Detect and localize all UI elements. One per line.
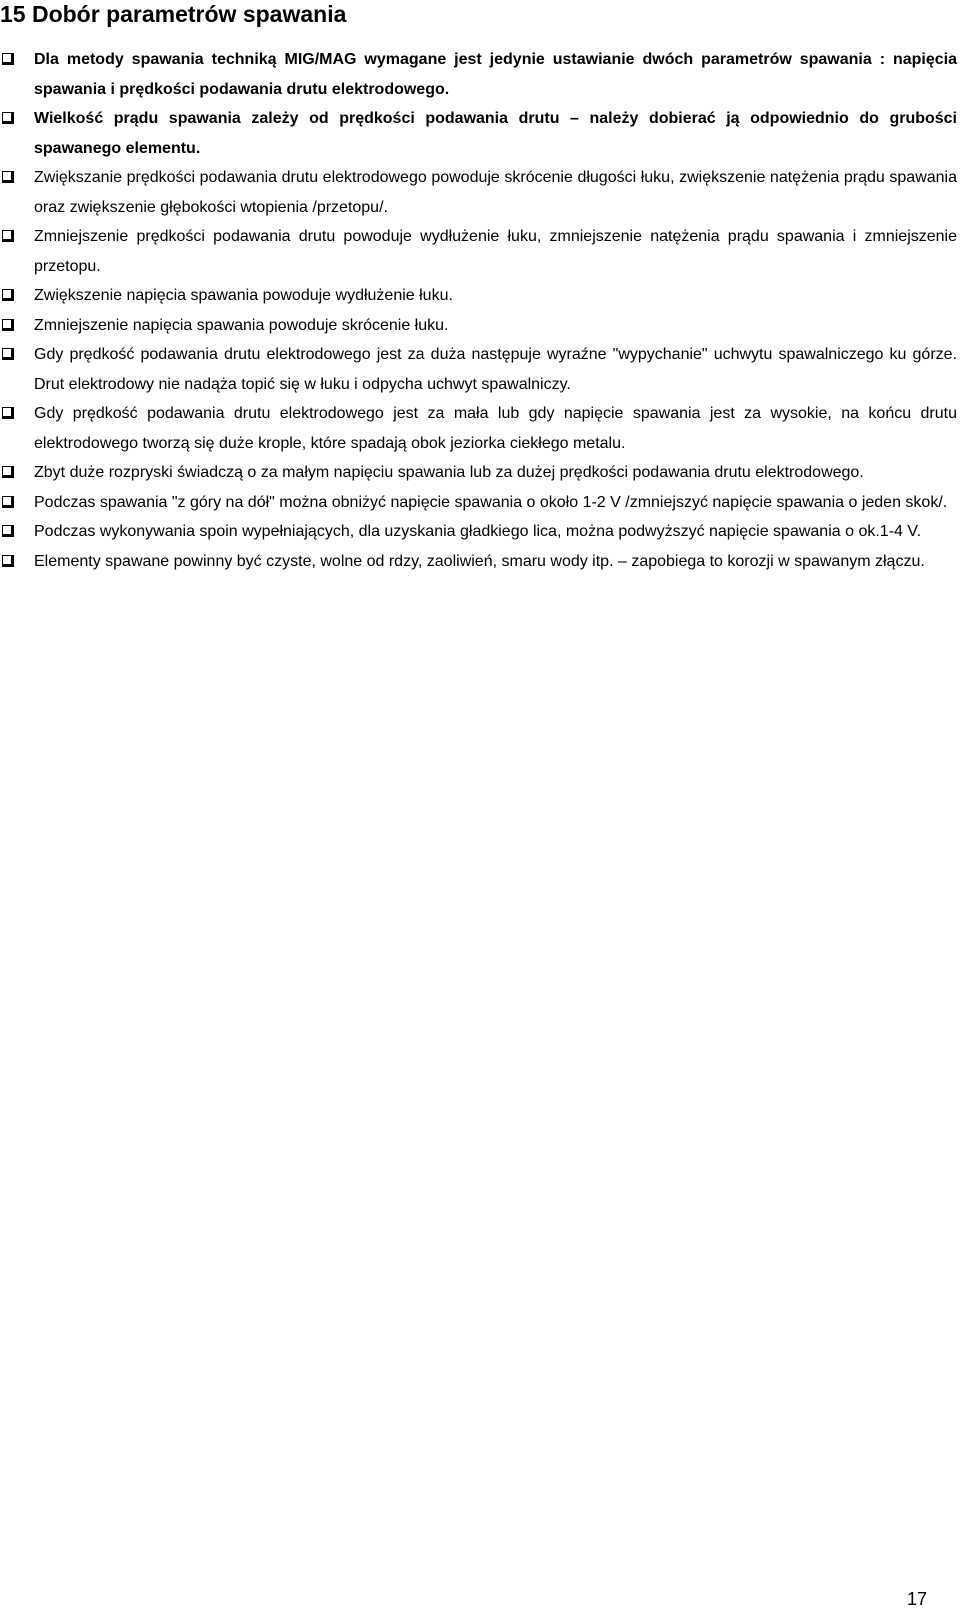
list-item [0,45,957,104]
list-item-text: Podczas wykonywania spoin wypełniających, dla uzyskania gładkiego lica, można podwyższyć napięcie spawania o ok.1-4 V. [34,523,922,540]
list-item [0,222,957,281]
checkbox-bullet-icon [2,496,14,508]
list-item [0,104,957,163]
checkbox-bullet-icon [2,53,14,65]
list-item [0,458,957,488]
checkbox-bullet-icon [2,112,14,124]
list-item [0,547,957,577]
list-item [0,517,957,547]
list-item [0,340,957,399]
list-item-text: Gdy prędkość podawania drutu elektrodowego jest za mała lub gdy napięcie spawania jest za wysokie, na końcu drutu elektrodowego tworzą się duże krople, które spadają obok jeziorka ciekłego metalu. [34,405,957,452]
list-item [0,281,957,311]
list-item-text: Zbyt duże rozpryski świadczą o za małym napięciu spawania lub za dużej prędkości podawania drutu elektrodowego. [34,464,864,481]
checkbox-bullet-icon [2,230,14,242]
checkbox-bullet-icon [2,525,14,537]
checkbox-bullet-icon [2,407,14,419]
checkbox-bullet-icon [2,348,14,360]
checkbox-bullet-icon [2,466,14,478]
list-item [0,488,957,518]
bullet-list [0,45,960,576]
list-item-text: Dla metody spawania techniką MIG/MAG wymagane jest jedynie ustawianie dwóch parametrów spawania : napięcia spawania i prędkości podawania drutu elektrodowego. [34,51,957,98]
list-item-text: Zmniejszenie napięcia spawania powoduje skrócenie łuku. [34,316,449,334]
page-number: 17 [906,1589,927,1609]
list-item-text: Elementy spawane powinny być czyste, wolne od rdzy, zaoliwień, smaru wody itp. – zapobiega to korozji w spawanym złączu. [34,552,925,570]
list-item [0,311,957,341]
list-item-text: Zmniejszenie prędkości podawania drutu powoduje wydłużenie łuku, zmniejszenie natężenia prądu spawania i zmniejszenie przetopu. [34,228,957,275]
list-item-text: Podczas spawania "z góry na dół" można obniżyć napięcie spawania o około 1-2 V /zmniejszyć napięcie spawania o jeden skok/. [34,493,948,511]
list-item-text: Zwiększenie napięcia spawania powoduje wydłużenie łuku. [34,287,453,304]
checkbox-bullet-icon [2,555,14,567]
list-item-text: Wielkość prądu spawania zależy od prędkości podawania drutu – należy dobierać ją odpowiednio do grubości spawanego elementu. [34,110,957,157]
list-item [0,163,957,222]
checkbox-bullet-icon [2,171,14,183]
list-item [0,399,957,458]
list-item-text: Zwiększanie prędkości podawania drutu elektrodowego powoduje skrócenie długości łuku, zwiększenie natężenia prądu spawania oraz zwiększenie głębokości wtopienia /przetopu/. [34,169,957,216]
list-item-text: Gdy prędkość podawania drutu elektrodowego jest za duża następuje wyraźne "wypychanie" uchwytu spawalniczego ku górze. Drut elektrodowy nie nadąża topić się w łuku i odpycha uchwyt spawalniczy. [34,346,957,393]
page-title: 15 Dobór parametrów spawania [0,1,347,27]
checkbox-bullet-icon [2,319,14,331]
checkbox-bullet-icon [2,289,14,301]
